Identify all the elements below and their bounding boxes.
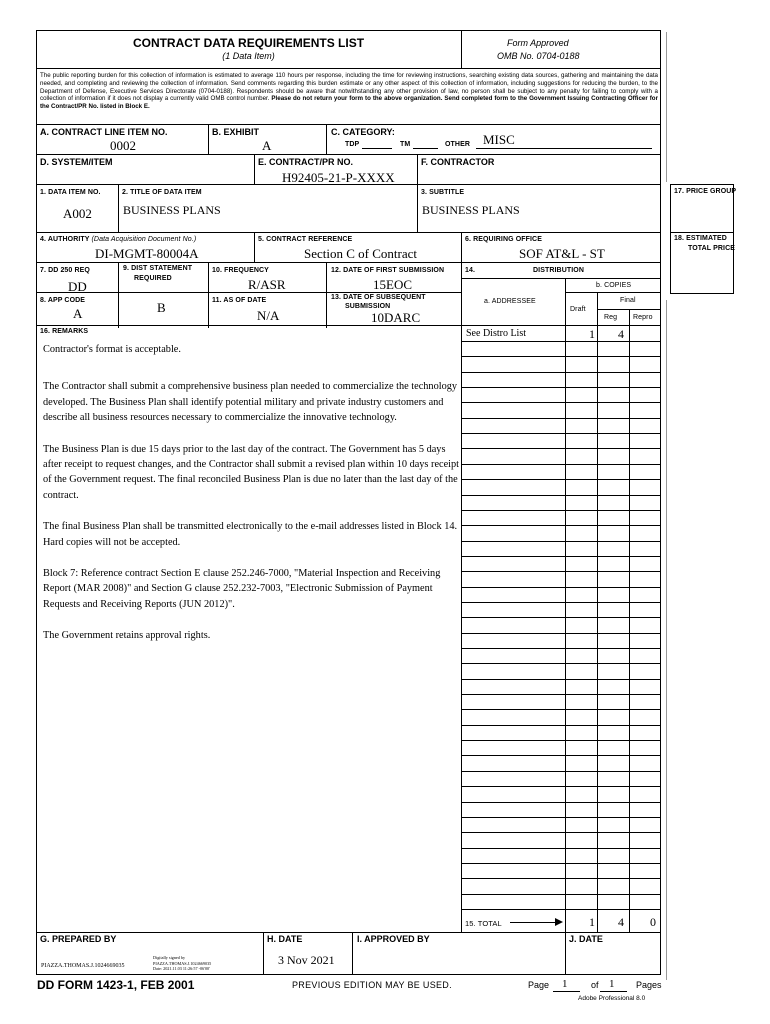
- value-5[interactable]: Section C of Contract: [304, 246, 418, 261]
- distribution-row-line: [461, 878, 661, 879]
- value-7[interactable]: DD: [68, 279, 87, 294]
- distribution-row-line: [461, 709, 661, 710]
- distribution-row-line: [461, 633, 661, 634]
- notice-text: [40, 72, 658, 111]
- label-total: 15. TOTAL: [465, 919, 502, 928]
- value-11[interactable]: N/A: [257, 308, 280, 323]
- page-label: Page: [528, 980, 550, 990]
- distribution-row-line: [461, 755, 661, 756]
- sig-line-3: Date: 2021.11.03 11:26:57 -06'00': [153, 966, 210, 971]
- label-c-tdp: TDP: [345, 141, 360, 148]
- label-9-1: 9. DIST STATEMENT: [123, 265, 193, 272]
- total-repro[interactable]: 0: [650, 915, 656, 929]
- label-e: E. CONTRACT/PR NO.: [258, 157, 354, 167]
- label-c: C. CATEGORY:: [331, 127, 395, 137]
- value-c[interactable]: MISC: [483, 132, 515, 147]
- label-g: G. PREPARED BY: [40, 934, 117, 944]
- total-arrow-icon: [510, 922, 558, 923]
- distribution-row-line: [461, 387, 661, 388]
- label-16: 16. REMARKS: [40, 328, 89, 335]
- dist-addressee[interactable]: See Distro List: [466, 328, 526, 339]
- label-4: [40, 236, 196, 243]
- distribution-row-line: [461, 495, 661, 496]
- value-6[interactable]: SOF AT&L - ST: [519, 246, 605, 261]
- sig-line-2: PIAZZA.THOMAS.J.1024669035: [153, 960, 212, 966]
- distribution-row-line: [461, 356, 661, 357]
- software-label: Adobe Professional 8.0: [578, 995, 646, 1002]
- value-10[interactable]: R/ASR: [248, 277, 286, 292]
- total-draft[interactable]: 1: [589, 915, 595, 929]
- distribution-row-line: [461, 602, 661, 603]
- value-a[interactable]: 0002: [110, 138, 136, 153]
- omb-number: OMB No. 0704-0188: [497, 51, 580, 61]
- distribution-row-line: [461, 448, 661, 449]
- distribution-row-line: [461, 771, 661, 772]
- distribution-row-line: [461, 894, 661, 895]
- label-13-2: SUBMISSION: [345, 303, 391, 310]
- distribution-row-line: [461, 679, 661, 680]
- notice-body: The public reporting burden for this collection of information is estimated to average 110 hours per response, including the time for reviewing instructions, searching existing data sources, gathering and maintaining the data needed, and completing and reviewing the collection of information. Send comments regarding this burden estimate or any other aspect of this collection of information, including suggestions for reducing the burden, to the Department of Defense, Executive Services Directorate (0704-0188). Respondents should be aware that notwithstanding any other provision of law, no person shall be subject to any penalty for failing to comply with a collection of information if it does not display a currently valid OMB control number.: [40, 72, 658, 103]
- remark-1: The Contractor shall submit a comprehensive business plan needed to commercialize the technology developed. The Business Plan shall identify potential military and private industry customers and describe all business resources necessary to commercialize the innovative technology.: [43, 381, 458, 424]
- distribution-row-line: [461, 648, 661, 649]
- remark-3: The final Business Plan shall be transmitted electronically to the e-mail addresses listed in Block 14. Hard copies will not be accepted.: [43, 521, 458, 548]
- value-4[interactable]: DI-MGMT-80004A: [95, 246, 199, 261]
- value-2[interactable]: BUSINESS PLANS: [123, 203, 221, 217]
- value-3[interactable]: BUSINESS PLANS: [422, 203, 520, 217]
- label-18-1: 18. ESTIMATED: [674, 235, 727, 242]
- remarks-body: [43, 342, 463, 658]
- label-7: 7. DD 250 REQ: [40, 267, 90, 274]
- label-copies: b. COPIES: [596, 282, 632, 289]
- distribution-row-line: [461, 694, 661, 695]
- label-18-2: TOTAL PRICE: [688, 245, 735, 252]
- label-d: D. SYSTEM/ITEM: [40, 157, 113, 167]
- distribution-row-line: [461, 341, 661, 342]
- distribution-row-line: [461, 479, 661, 480]
- distribution-row-line: [461, 556, 661, 557]
- dist-reg[interactable]: 4: [618, 327, 624, 341]
- label-f: F. CONTRACTOR: [421, 157, 495, 167]
- distribution-row-line: [461, 433, 661, 434]
- label-1: 1. DATA ITEM NO.: [40, 189, 101, 196]
- value-8[interactable]: A: [73, 306, 83, 321]
- value-1[interactable]: A002: [63, 206, 92, 221]
- distribution-row-line: [461, 587, 661, 588]
- pages-label: Pages: [636, 980, 662, 990]
- label-13-1: 13. DATE OF SUBSEQUENT: [331, 294, 426, 301]
- value-12[interactable]: 15EOC: [373, 277, 412, 292]
- label-addressee: a. ADDRESSEE: [484, 298, 536, 305]
- total-reg[interactable]: 4: [618, 915, 624, 929]
- value-b[interactable]: A: [262, 138, 272, 153]
- label-final: Final: [620, 297, 636, 304]
- value-h[interactable]: 3 Nov 2021: [278, 953, 335, 967]
- page-number: 1: [562, 978, 568, 990]
- label-2: 2. TITLE OF DATA ITEM: [122, 189, 202, 196]
- digital-signature: [153, 955, 211, 972]
- label-14: 14.: [465, 267, 476, 274]
- label-b: B. EXHIBIT: [212, 127, 260, 137]
- distribution-row-line: [461, 525, 661, 526]
- total-arrowhead-icon: [555, 918, 563, 926]
- remark-4: Block 7: Reference contract Section E clause 252.246-7000, "Material Inspection and Receiving Report (MAR 2008)" and Section G clause 252.232-7003, "Electronic Submission of Payment Requests and Receiving Reports (JUN 2012)".: [43, 568, 441, 610]
- label-4-text: 4. AUTHORITY: [40, 236, 90, 243]
- form-subtitle: (1 Data Item): [222, 51, 275, 61]
- distribution-row-line: [461, 802, 661, 803]
- label-6: 6. REQUIRING OFFICE: [465, 236, 542, 243]
- label-draft: Draft: [570, 306, 586, 313]
- value-13[interactable]: 10DARC: [371, 310, 421, 325]
- label-distribution: DISTRIBUTION: [533, 267, 584, 274]
- label-12: 12. DATE OF FIRST SUBMISSION: [331, 267, 445, 274]
- distribution-row-line: [461, 617, 661, 618]
- label-17: 17. PRICE GROUP: [674, 188, 737, 195]
- distribution-row-line: [461, 464, 661, 465]
- distribution-row-line: [461, 863, 661, 864]
- of-label: of: [591, 980, 599, 990]
- signature-name: PIAZZA.THOMAS.J.1024669035: [41, 963, 125, 969]
- previous-edition: PREVIOUS EDITION MAY BE USED.: [292, 980, 452, 990]
- label-i: I. APPROVED BY: [357, 934, 430, 944]
- distribution-row-line: [461, 663, 661, 664]
- remark-5: The Government retains approval rights.: [43, 630, 211, 642]
- label-c-tm: TM: [400, 141, 411, 148]
- label-repro: Repro: [633, 314, 653, 321]
- label-8: 8. APP CODE: [40, 297, 86, 304]
- distribution-row-line: [461, 418, 661, 419]
- label-3: 3. SUBTITLE: [421, 189, 465, 196]
- form-title: CONTRACT DATA REQUIREMENTS LIST: [132, 36, 365, 50]
- label-9-2: REQUIRED: [134, 275, 172, 282]
- distribution-row-line: [461, 909, 661, 910]
- label-4-italic: (Data Acquisition Document No.): [91, 236, 197, 243]
- distribution-row-line: [461, 571, 661, 572]
- distribution-row-line: [461, 372, 661, 373]
- label-reg: Reg: [604, 314, 618, 321]
- distribution-row-line: [461, 786, 661, 787]
- label-h: H. DATE: [267, 934, 303, 944]
- remark-2: The Business Plan is due 15 days prior to the last day of the contract. The Government has 5 days after receipt to request changes, and the Contractor shall submit a revised plan within 10 days receipt of the Government request. The final reconciled Business Plan is due no later than the last day of the contract.: [43, 443, 460, 501]
- value-e[interactable]: H92405-21-P-XXXX: [282, 170, 395, 185]
- label-11: 11. AS OF DATE: [212, 297, 267, 304]
- distribution-row-line: [461, 832, 661, 833]
- label-c-other: OTHER: [445, 141, 470, 148]
- form-number: DD FORM 1423-1, FEB 2001: [37, 978, 195, 992]
- distribution-row-line: [461, 402, 661, 403]
- notice-bold: Please do not return your form to the above organization. Send completed form to the Government Issuing Contracting Officer for the Contract/PR No. listed in Block E.: [40, 95, 658, 111]
- remark-0: Contractor's format is acceptable.: [43, 344, 181, 355]
- total-pages: 1: [609, 978, 615, 990]
- label-5: 5. CONTRACT REFERENCE: [258, 236, 353, 243]
- distribution-row-line: [461, 817, 661, 818]
- dist-draft[interactable]: 1: [589, 327, 595, 341]
- distribution-row-line: [461, 740, 661, 741]
- distribution-row-line: [461, 541, 661, 542]
- form-approved: Form Approved: [507, 38, 569, 48]
- label-a: A. CONTRACT LINE ITEM NO.: [40, 127, 168, 137]
- sig-line-1: Digitally signed by: [153, 955, 186, 960]
- value-9[interactable]: B: [157, 300, 166, 315]
- distribution-row-line: [461, 510, 661, 511]
- distribution-row-line: [461, 725, 661, 726]
- distribution-row-line: [461, 848, 661, 849]
- label-j: J. DATE: [569, 934, 603, 944]
- label-10: 10. FREQUENCY: [212, 267, 269, 274]
